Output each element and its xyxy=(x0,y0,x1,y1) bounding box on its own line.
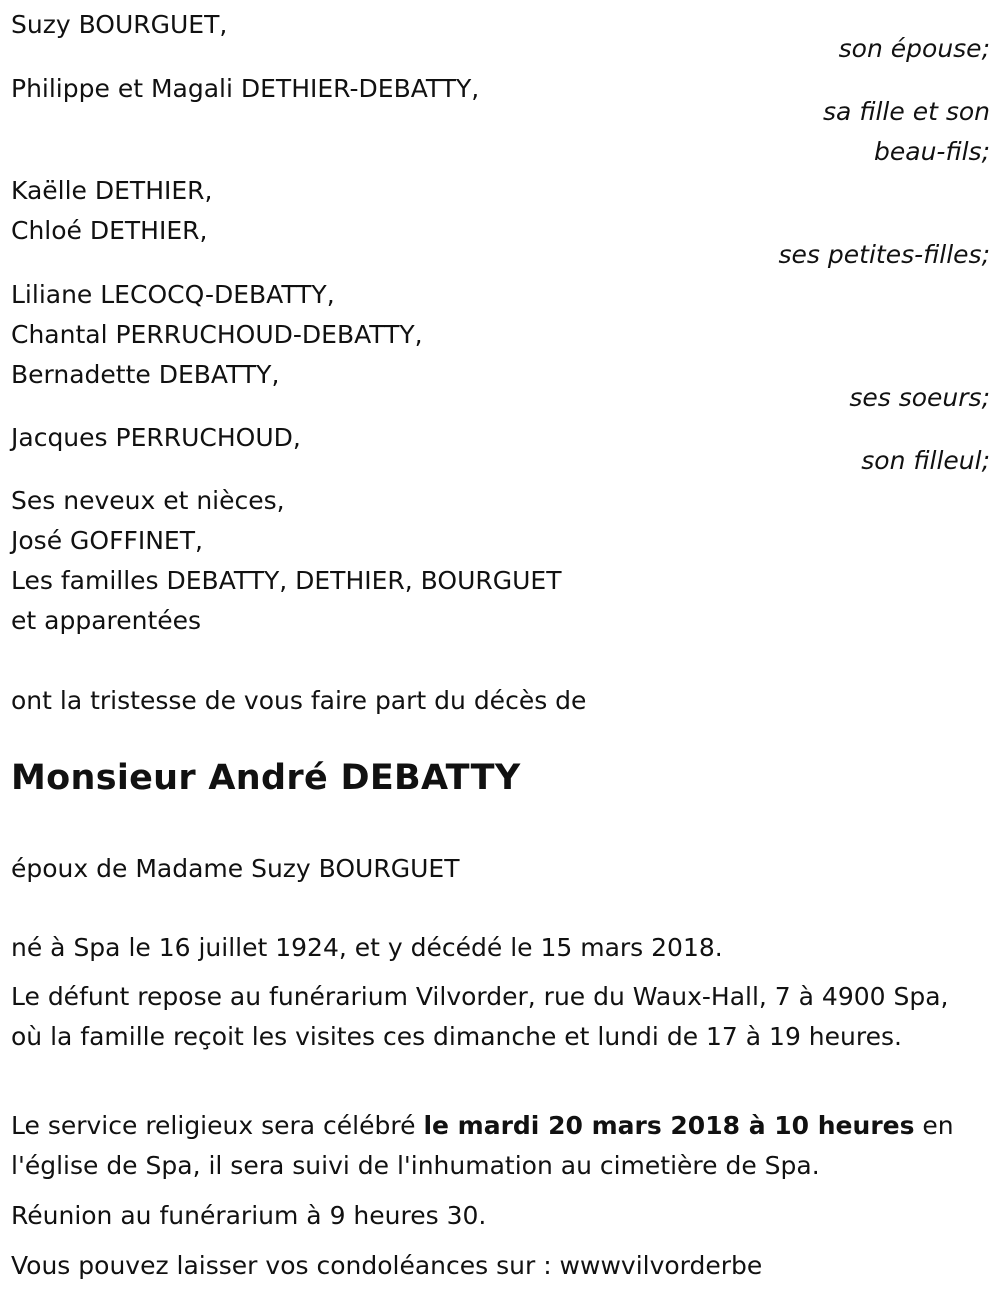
birth-death-text: né à Spa le 16 juillet 1924, et y décédé le 15 mars 2018. xyxy=(11,933,723,962)
daughter-role-line2: beau-fils; xyxy=(874,137,990,166)
sister-name: Liliane LECOCQ-DEBATTY, xyxy=(11,280,335,309)
service-paragraph xyxy=(11,1106,986,1186)
service-text: Le service religieux sera célébré xyxy=(11,1111,424,1140)
other-relatives-line: Ses neveux et nièces, xyxy=(11,486,285,515)
godson-role: son filleul; xyxy=(861,446,990,475)
announcement-text: ont la tristesse de vous faire part du décès de xyxy=(11,686,587,715)
service-text: en l'église de Spa, il sera suivi de l'inhumation au cimetière de Spa. xyxy=(11,1111,954,1180)
daughter-role-line1: sa fille et son xyxy=(823,97,990,126)
granddaughters-role: ses petites-filles; xyxy=(778,240,990,269)
rest-info-paragraph: Le défunt repose au funérarium Vilvorder, rue du Waux-Hall, 7 à 4900 Spa, où la famille reçoit les visites ces dimanche et lundi de 17 à 19 heures. xyxy=(11,982,949,1051)
other-relatives-line: et apparentées xyxy=(11,606,202,635)
other-relatives-line: Les familles DEBATTY, DETHIER, BOURGUET xyxy=(11,566,562,595)
other-relatives-line: José GOFFINET, xyxy=(11,526,203,555)
spouse-name: Suzy BOURGUET, xyxy=(11,10,228,39)
spouse-role: son épouse; xyxy=(838,34,990,63)
deceased-name: Monsieur André DEBATTY xyxy=(11,758,521,798)
sister-name: Bernadette DEBATTY, xyxy=(11,360,280,389)
condolences-text: Vous pouvez laisser vos condoléances sur : wwwvilvorderbe xyxy=(11,1251,763,1280)
sister-name: Chantal PERRUCHOUD-DEBATTY, xyxy=(11,320,423,349)
meeting-text: Réunion au funérarium à 9 heures 30. xyxy=(11,1201,487,1230)
godson-name: Jacques PERRUCHOUD, xyxy=(11,423,301,452)
service-date-emphasis: le mardi 20 mars 2018 à 10 heures xyxy=(423,1111,915,1140)
granddaughter-name: Chloé DETHIER, xyxy=(11,216,208,245)
sisters-role: ses soeurs; xyxy=(849,383,990,412)
granddaughter-name: Kaëlle DETHIER, xyxy=(11,176,213,205)
spouse-of-text: époux de Madame Suzy BOURGUET xyxy=(11,854,460,883)
daughter-name: Philippe et Magali DETHIER-DEBATTY, xyxy=(11,74,480,103)
